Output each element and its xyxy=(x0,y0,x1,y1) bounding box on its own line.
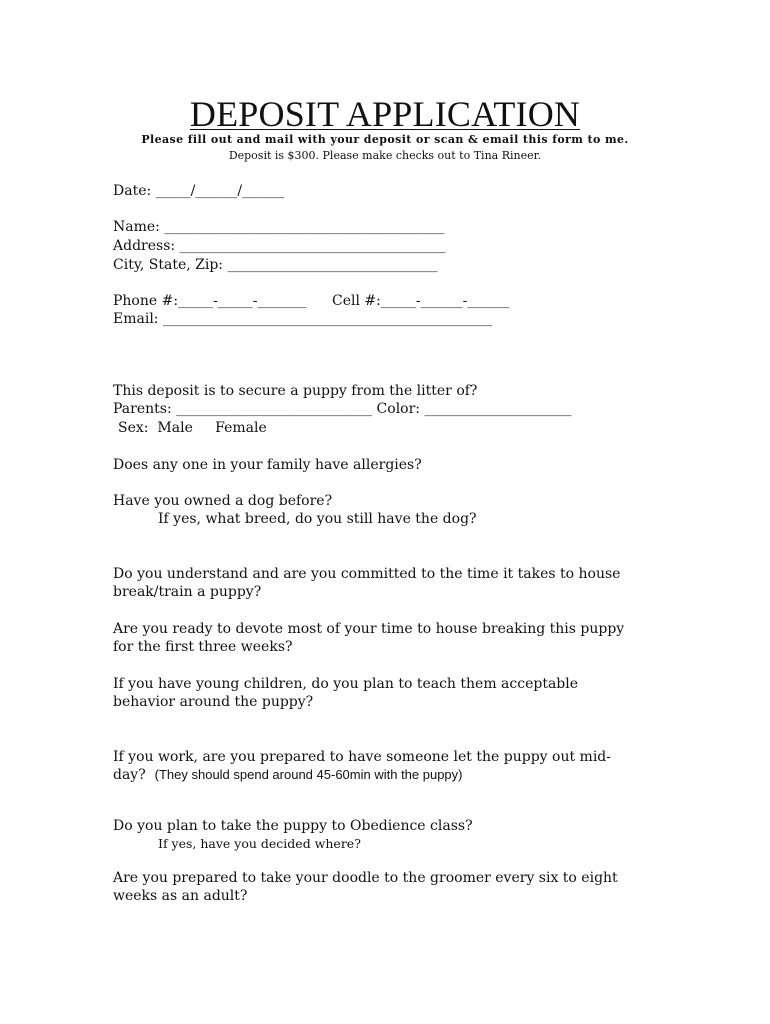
email-field: Email: _______________________________________________ xyxy=(113,311,492,327)
obedience-followup: If yes, have you decided where? xyxy=(158,836,361,851)
groomer-question-line1: Are you prepared to take your doodle to the groomer every six to eight xyxy=(113,870,618,886)
page-title: DEPOSIT APPLICATION xyxy=(189,94,581,134)
cell-field: Cell #:_____-______-______ xyxy=(332,293,510,309)
sex-field xyxy=(118,419,267,437)
committed-question-line2: break/train a puppy? xyxy=(113,584,262,600)
devote-question-line1: Are you ready to devote most of your time to house breaking this puppy xyxy=(113,621,625,637)
sex-female-option: Female xyxy=(215,420,267,436)
phone-field: Phone #:_____-_____-_______ xyxy=(113,293,307,309)
allergies-question: Does any one in your family have allergies? xyxy=(113,457,422,473)
sex-label: Sex: xyxy=(118,420,149,436)
sex-male-option: Male xyxy=(157,420,193,436)
city-state-zip-field: City, State, Zip: ______________________________ xyxy=(113,257,438,273)
work-question-note: (They should spend around 45-60min with the puppy) xyxy=(154,767,463,782)
obedience-question: Do you plan to take the puppy to Obedience class? xyxy=(113,818,473,834)
children-question-line1: If you have young children, do you plan to teach them acceptable xyxy=(113,676,579,692)
date-field: Date: _____/______/______ xyxy=(113,183,285,199)
owned-dog-followup: If yes, what breed, do you still have the dog? xyxy=(158,511,477,527)
groomer-question-line2: weeks as an adult? xyxy=(113,888,248,904)
work-question-line2 xyxy=(113,766,463,784)
work-question-prefix: day? xyxy=(113,767,146,783)
deposit-note: Deposit is $300. Please make checks out to Tina Rineer. xyxy=(228,149,542,162)
parents-color-field: Parents: ____________________________ Color: _____________________ xyxy=(113,401,572,417)
children-question-line2: behavior around the puppy? xyxy=(113,694,314,710)
work-question-line1: If you work, are you prepared to have someone let the puppy out mid- xyxy=(113,749,611,765)
committed-question-line1: Do you understand and are you committed to the time it takes to house xyxy=(113,566,621,582)
devote-question-line2: for the first three weeks? xyxy=(113,639,293,655)
name-field: Name: ________________________________________ xyxy=(113,219,445,235)
owned-dog-question: Have you owned a dog before? xyxy=(113,493,333,509)
address-field: Address: ______________________________________ xyxy=(113,238,446,254)
instructions-text: Please fill out and mail with your deposit or scan & email this form to me. xyxy=(141,133,629,146)
litter-question: This deposit is to secure a puppy from the litter of? xyxy=(113,383,478,399)
